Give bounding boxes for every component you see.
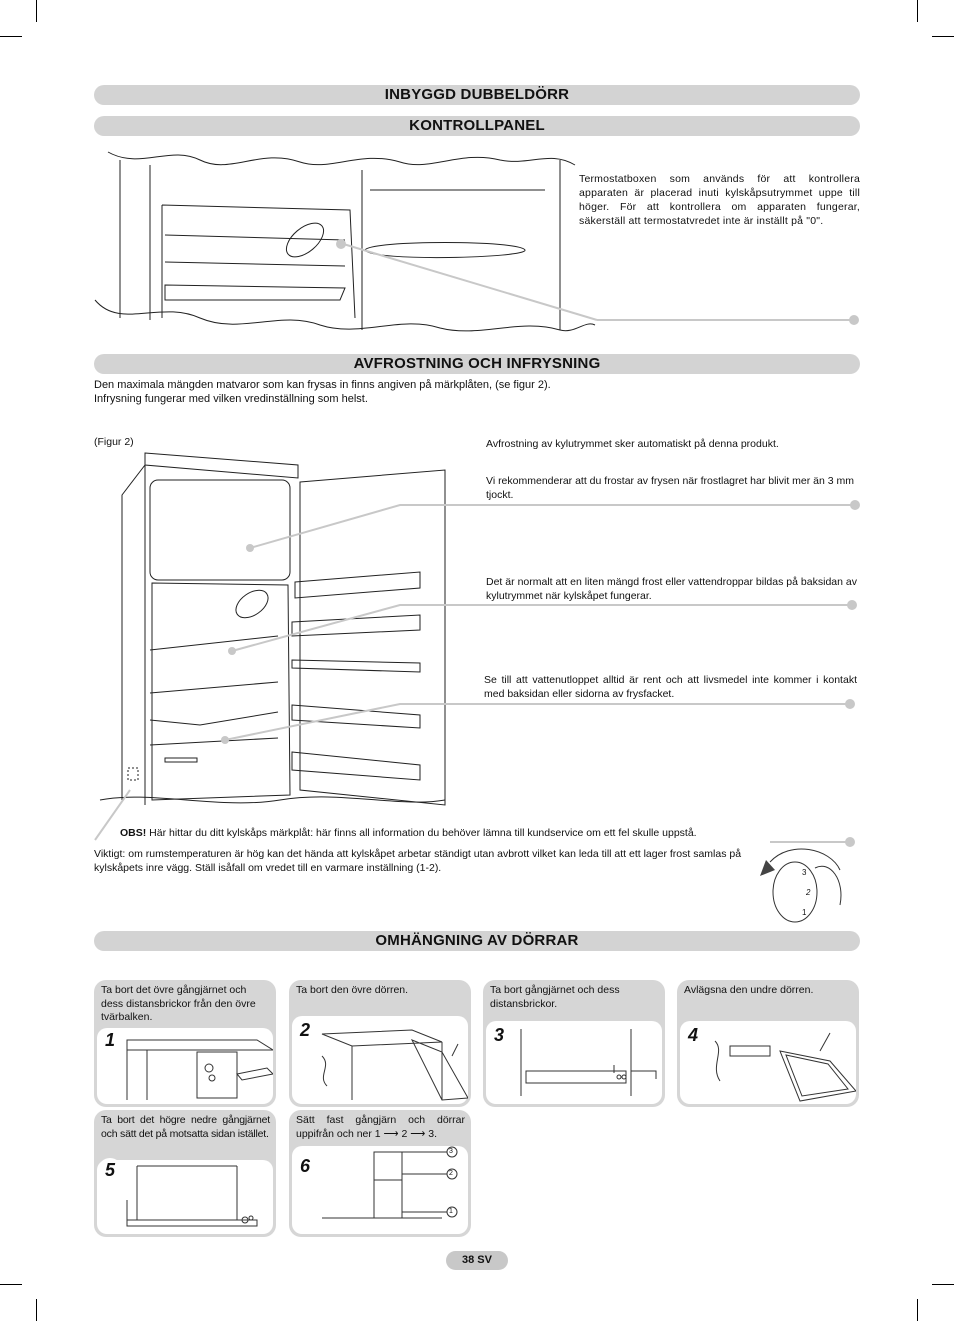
step-text-4: Avlägsna den undre dörren. bbox=[684, 984, 814, 996]
step-number-6: 6 bbox=[293, 1154, 317, 1178]
step-number-4: 4 bbox=[681, 1023, 705, 1047]
step-text-6: Sätt fast gångjärn och dörrar uppifrån och ner 1 ⟶ 2 ⟶ 3. bbox=[296, 1114, 465, 1140]
crop-mark bbox=[0, 36, 22, 37]
crop-mark bbox=[932, 1284, 954, 1285]
crop-mark bbox=[932, 36, 954, 37]
step-illustration-3 bbox=[486, 1021, 662, 1104]
step-text-2: Ta bort den övre dörren. bbox=[296, 984, 409, 996]
step-panel-3 bbox=[483, 980, 665, 1107]
crop-mark bbox=[917, 0, 918, 22]
section-title-control-panel: KONTROLLPANEL bbox=[94, 116, 860, 136]
figure-label: (Figur 2) bbox=[94, 436, 134, 448]
dial-mark-2: 2 bbox=[806, 888, 811, 897]
step-text-5: Ta bort det högre nedre gångjärnet och sätt det på motsatta sidan istället. bbox=[101, 1114, 270, 1140]
dial-mark-1: 1 bbox=[802, 908, 807, 917]
step-number-2: 2 bbox=[293, 1018, 317, 1042]
defrost-note-2: Vi rekommenderar att du frostar av frysen när frostlagret har blivit mer än 3 mm tjockt. bbox=[486, 475, 855, 501]
crop-mark bbox=[0, 1284, 22, 1285]
defrost-intro-line2: Infrysning fungerar med vilken vredinställning som helst. bbox=[94, 393, 368, 405]
crop-mark bbox=[36, 0, 37, 22]
step-panel-2 bbox=[289, 980, 471, 1107]
step-text-3: Ta bort gångjärnet och dess distansbrickor. bbox=[490, 984, 620, 1010]
step-illustration-6 bbox=[292, 1146, 468, 1234]
step6-marker-3: 3 bbox=[449, 1148, 453, 1155]
step-number-1: 1 bbox=[98, 1028, 122, 1052]
step-illustration-2 bbox=[292, 1016, 468, 1104]
section-title-built-in: INBYGGD DUBBELDÖRR bbox=[94, 85, 860, 105]
crop-mark bbox=[36, 1299, 37, 1321]
defrost-note-1: Avfrostning av kylutrymmet sker automatiskt på denna produkt. bbox=[486, 438, 779, 450]
step-panel-5 bbox=[94, 1110, 276, 1237]
defrost-note-3: Det är normalt att en liten mängd frost eller vattendroppar bildas på baksidan av kylutrymmet när kylskåpet fungerar. bbox=[486, 576, 857, 602]
step-illustration-1 bbox=[97, 1028, 273, 1104]
section-title-defrost: AVFROSTNING OCH INFRYSNING bbox=[94, 354, 860, 374]
step6-marker-1: 1 bbox=[449, 1208, 453, 1215]
obs-label: OBS! bbox=[120, 827, 147, 839]
step-illustration-4 bbox=[680, 1021, 856, 1104]
crop-mark bbox=[917, 1299, 918, 1321]
step-number-3: 3 bbox=[487, 1023, 511, 1047]
important-note: Viktigt: om rumstemperaturen är hög kan det hända att kylskåpet arbetar ständigt utan avbrott vilket kan leda till att ett lager frost samlas på kylskåpets inre vägg. Ställ isåfall om vredet till en varmare inställning (1-2). bbox=[94, 848, 742, 874]
step-panel-4 bbox=[677, 980, 859, 1107]
section-title-door-reversal: OMHÄNGNING AV DÖRRAR bbox=[94, 931, 860, 951]
step-panel-1 bbox=[94, 980, 276, 1107]
dial-mark-3: 3 bbox=[802, 868, 807, 877]
step6-marker-2: 2 bbox=[449, 1170, 453, 1177]
defrost-intro-line1: Den maximala mängden matvaror som kan frysas in finns angiven på märkplåten, (se figur 2). bbox=[94, 379, 551, 391]
defrost-note-4: Se till att vattenutloppet alltid är rent och att livsmedel inte kommer i kontakt med baksidan eller sidorna av frysfacket. bbox=[484, 674, 857, 700]
control-panel-description: Termostatboxen som används för att kontrollera apparaten är placerad inuti kylskåpsutrymmet uppe till höger. För att kontrollera om apparaten fungerar, säkerställ att termostatvredet inte är inställt på "0". bbox=[579, 173, 860, 227]
step-illustration-5 bbox=[97, 1160, 273, 1234]
step-text-1: Ta bort det övre gångjärnet och dess distansbrickor från den övre tvärbalken. bbox=[101, 984, 256, 1023]
step-panel-6 bbox=[289, 1110, 471, 1237]
obs-text: Här hittar du ditt kylskåps märkplåt: här finns all information du behöver lämna till kundservice om ett fel skulle uppstå. bbox=[146, 827, 697, 839]
step-number-5: 5 bbox=[98, 1158, 122, 1182]
obs-note bbox=[120, 826, 800, 840]
page-number: 38 SV bbox=[446, 1251, 508, 1270]
